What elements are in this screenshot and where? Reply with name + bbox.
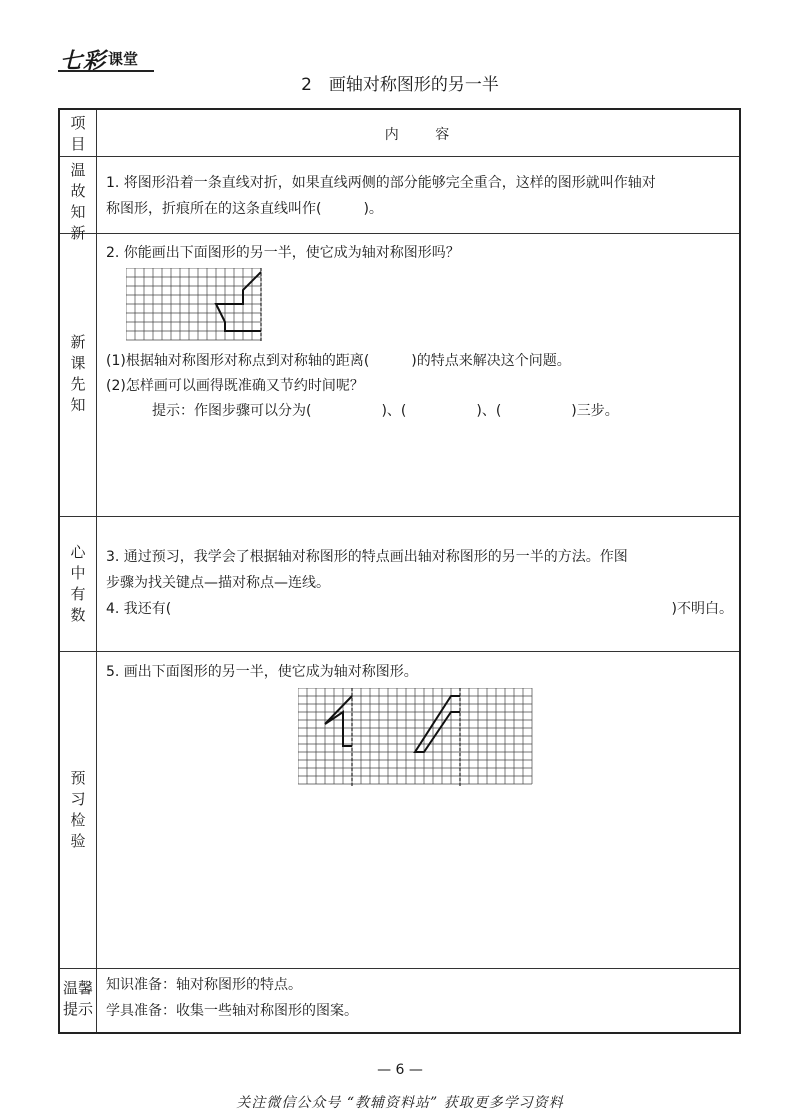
q2-sub1: (1)根据轴对称图形对称点到对称轴的距离( )的特点来解决这个问题。 — [106, 353, 571, 369]
q3-line1: 3. 通过预习，我学会了根据轴对称图形的特点画出轴对称图形的另一半的方法。作图 — [106, 549, 628, 565]
page-title: 2 画轴对称图形的另一半 — [301, 75, 499, 95]
row-label-summary: 心 中 有 数 — [70, 543, 86, 624]
figure-left-half — [325, 696, 352, 746]
figure-right-half — [415, 696, 460, 752]
row-label-preview: 新 课 先 知 — [70, 333, 86, 414]
row-label-tips: 温馨 提示 — [62, 979, 93, 1018]
row-label-check: 预 习 检 验 — [70, 769, 86, 850]
q1-line1: 1. 将图形沿着一条直线对折，如果直线两侧的部分能够完全重合，这样的图形就叫作轴对 — [106, 175, 656, 191]
brand-logo — [58, 42, 154, 72]
q2-line1: 2. 你能画出下面图形的另一半，使它成为轴对称图形吗？ — [106, 245, 460, 261]
q2-sub2: (2)怎样画可以画得既准确又节约时间呢？ — [106, 378, 364, 394]
row-divider — [60, 968, 739, 969]
q5-grid-figure — [298, 688, 540, 788]
tips-line2: 学具准备：收集一些轴对称图形的图案。 — [106, 1003, 358, 1019]
q2-hint: 提示：作图步骤可以分为( )、( )、( )三步。 — [152, 403, 619, 419]
row-divider — [60, 156, 739, 157]
column-divider — [96, 110, 97, 1032]
content-table — [58, 108, 741, 1034]
row-divider — [60, 233, 739, 234]
header-label: 项 目 — [70, 114, 86, 153]
q1-line2: 称图形，折痕所在的这条直线叫作( )。 — [106, 201, 383, 217]
q4-right: )不明白。 — [671, 601, 733, 617]
header-content: 内 容 — [384, 127, 452, 143]
q4-left: 4. 我还有( — [106, 601, 172, 617]
q4-line — [106, 598, 733, 620]
brand-name: 课堂 — [108, 50, 139, 68]
row-label-review: 温 故 知 新 — [70, 161, 86, 242]
footer-text: 关注微信公众号 “教辅资料站” 获取更多学习资料 — [236, 1095, 564, 1111]
grid-lines — [298, 688, 532, 784]
row-divider — [60, 516, 739, 517]
brand-mark: 七彩 — [60, 48, 107, 74]
q2-grid-figure — [126, 268, 266, 344]
q3-line2: 步骤为找关键点—描对称点—连线。 — [106, 575, 330, 591]
page-number: — 6 — — [377, 1062, 423, 1078]
tips-line1: 知识准备：轴对称图形的特点。 — [106, 977, 302, 993]
q5-line1: 5. 画出下面图形的另一半，使它成为轴对称图形。 — [106, 664, 418, 680]
row-divider — [60, 651, 739, 652]
